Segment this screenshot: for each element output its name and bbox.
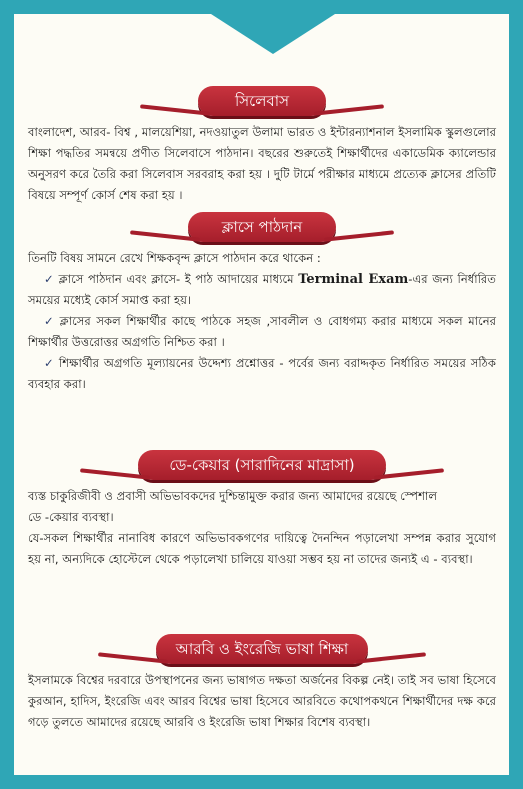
class-teaching-item-1 — [28, 269, 496, 311]
class-teaching-intro: তিনটি বিষয় সামনে রেখে শিক্ষকবৃন্দ ক্লাসে পাঠদান করে থাকেন : — [28, 251, 321, 265]
class-teaching-item-3 — [28, 353, 496, 395]
day-care-line-3: যে-সকল শিক্ষার্থীর নানাবিধ কারণে অভিভাবকগণের দায়িত্বে দৈনন্দিন পড়ালেখা সম্পন্ন করার সুযোগ হয় না, অন্যদিকে হোস্টেলে থেকে পড়ালেখা চালিয়ে যাওয়া সম্ভব হয় না তাদের জন্যই এ - ব্যবস্থা। — [28, 531, 496, 566]
check-icon: ✓ — [44, 272, 55, 286]
language-banner: আরবি ও ইংরেজি ভাষা শিক্ষা — [156, 634, 368, 664]
check-icon: ✓ — [44, 314, 56, 328]
class-teaching-banner: ক্লাসে পাঠদান — [188, 212, 336, 242]
day-care-line-1: ব্যস্ত চাকুরিজীবী ও প্রবাসী অভিভাবকদের দুশ্চিন্তামুক্ত করার জন্য আমাদের রয়েছে স্পেশাল — [28, 489, 437, 503]
class-teaching-item-2 — [28, 311, 496, 353]
section-language — [28, 632, 496, 733]
item-1-text-pre: ক্লাসে পাঠদান এবং ক্লাসে- ই পাঠ আদায়ের মাধ্যমে — [58, 272, 299, 286]
syllabus-banner: সিলেবাস — [198, 86, 326, 116]
section-class-teaching — [28, 210, 496, 395]
terminal-exam-label: Terminal Exam — [298, 272, 409, 287]
syllabus-text: বাংলাদেশ, আরব- বিশ্ব , মালয়েশিয়া, নদওয়াতুল উলামা ভারত ও ইন্টারন্যাশনাল ইসলামিক স্কুলগুলোর শিক্ষা পদ্ধতির সমন্বয়ে প্রণীত সিলেবাসে পাঠদান। বছরের শুরুতেই শিক্ষার্থীদের একাডেমিক ক্যালেন্ডার অনুসরণ করে তৈরি করা সিলেবাস সরবরাহ করা হয় । দুটি টার্মে পরীক্ষার মাধ্যমে প্রত্যেক ক্লাসের প্রতিটি বিষয়ে সম্পূর্ণ কোর্স শেষ করা হয় । — [28, 125, 496, 202]
section-syllabus — [28, 84, 496, 206]
language-text: ইসলামকে বিশ্বের দরবারে উপস্থাপনের জন্য ভাষাগত দক্ষতা অর্জনের বিকল্প নেই। তাই সব ভাষা হিসেবে কুরআন, হাদিস, ইংরেজি এবং আরব বিশ্বের ভাষা হিসেবে আরবিতে কথোপকথনে শিক্ষার্থীদের দক্ষ করে গড়ে তুলতে আমাদের রয়েছে আরবি ও ইংরেজি ভাষা শিক্ষার বিশেষ ব্যবস্থা। — [28, 673, 496, 729]
item-3-text: শিক্ষার্থীর অগ্রগতি মূল্যায়নের উদ্দেশ্য প্রশ্নোত্তর - পর্বের জন্য বরাদ্দকৃত নির্ধারিত সময়ের সঠিক ব্যবহার করা। — [28, 356, 496, 391]
check-icon: ✓ — [44, 356, 55, 370]
content-panel — [14, 14, 509, 775]
item-2-text: ক্লাসের সকল শিক্ষার্থীর কাছে পাঠকে সহজ ,সাবলীল ও বোধগম্য করার মাধ্যমে সকল মানের শিক্ষার্থীর উত্তরোত্তর অগ্রগতি নিশ্চিত করা । — [28, 314, 497, 349]
day-care-line-2: ডে -কেয়ার ব্যবস্থা। — [28, 510, 114, 524]
item-1-text-post: -এর জন্য নির্ধারিত সময়ের মধ্যেই কোর্স সমাপ্ত করা হয়। — [28, 272, 496, 307]
day-care-banner: ডে-কেয়ার (সারাদিনের মাদ্রাসা) — [138, 450, 386, 480]
section-day-care — [28, 448, 496, 570]
top-notch — [211, 14, 335, 54]
